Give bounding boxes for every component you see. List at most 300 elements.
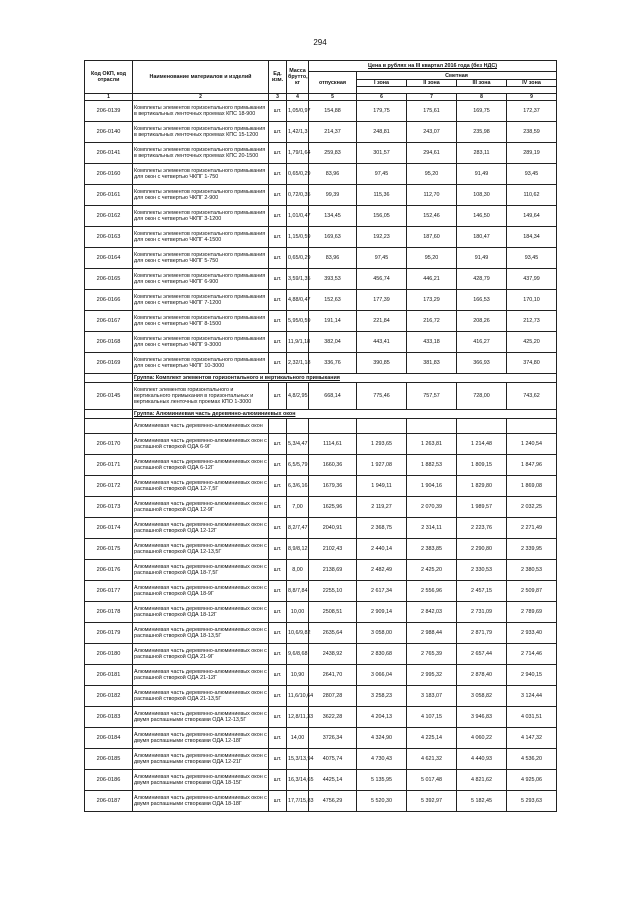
item-name: Алюминиевая часть деревянно-алюминиевых окон с распашной створкой ОДА 21-13,5Г — [133, 686, 269, 707]
group-title: Группа: Комплект элементов горизонтального и вертикального примыкания — [133, 374, 557, 383]
item-mass: 1,01/0,47 — [287, 206, 309, 227]
table-row — [85, 749, 557, 770]
table-row — [85, 143, 557, 164]
item-code: 206-0169 — [85, 353, 133, 374]
zone-1-price: 3 066,04 — [357, 665, 407, 686]
header-spacer — [357, 87, 557, 94]
item-unit: шт. — [269, 749, 287, 770]
zone-4-price: 374,80 — [507, 353, 557, 374]
item-unit: шт. — [269, 122, 287, 143]
zone-4-price: 289,19 — [507, 143, 557, 164]
zone-1-price: 2 617,34 — [357, 581, 407, 602]
zone-3-price: 166,53 — [457, 290, 507, 311]
release-price: 99,39 — [309, 185, 357, 206]
col-number: 8 — [457, 94, 507, 101]
group-code-cell — [85, 410, 133, 419]
table-header — [85, 61, 557, 101]
subgroup-title: Алюминиевая часть деревянно-алюминиевых окон — [133, 419, 269, 434]
group-title: Группа: Алюминиевая часть деревянно-алюминиевых окон — [133, 410, 557, 419]
zone-1-price: 1 293,65 — [357, 434, 407, 455]
table-row — [85, 434, 557, 455]
zone-2-price: 433,18 — [407, 332, 457, 353]
zone-3-price: 1 809,15 — [457, 455, 507, 476]
zone-3-price: 208,26 — [457, 311, 507, 332]
zone-1-price: 2 440,14 — [357, 539, 407, 560]
item-name: Комплекты элементов горизонтального примыкания для окон с четвертью ЧКПГ 3-1200 — [133, 206, 269, 227]
subgroup-code-cell — [85, 419, 133, 434]
zone-3-price: 1 989,57 — [457, 497, 507, 518]
zone-3-price: 416,27 — [457, 332, 507, 353]
header-name: Наименование материалов и изделий — [133, 61, 269, 94]
item-name: Алюминиевая часть деревянно-алюминиевых окон с распашной створкой ОДА 12-7,5Г — [133, 476, 269, 497]
item-code: 206-0173 — [85, 497, 133, 518]
table-row — [85, 353, 557, 374]
item-code: 206-0167 — [85, 311, 133, 332]
zone-1-price: 390,85 — [357, 353, 407, 374]
empty-cell — [287, 419, 309, 434]
item-code: 206-0139 — [85, 101, 133, 122]
zone-2-price: 187,60 — [407, 227, 457, 248]
zone-4-price: 2 509,87 — [507, 581, 557, 602]
item-mass: 0,65/0,29 — [287, 164, 309, 185]
zone-1-price: 115,36 — [357, 185, 407, 206]
item-name: Алюминиевая часть деревянно-алюминиевых окон с двумя распашными створками ОДА 18-18Г — [133, 791, 269, 812]
item-name: Алюминиевая часть деревянно-алюминиевых окон с распашной створкой ОДА 12-13,5Г — [133, 539, 269, 560]
zone-3-price: 2 878,40 — [457, 665, 507, 686]
item-code: 206-0168 — [85, 332, 133, 353]
item-unit: шт. — [269, 185, 287, 206]
table-row — [85, 476, 557, 497]
release-price: 4756,29 — [309, 791, 357, 812]
item-name: Алюминиевая часть деревянно-алюминиевых окон с двумя распашными створками ОДА 12-21Г — [133, 749, 269, 770]
item-name: Алюминиевая часть деревянно-алюминиевых окон с распашной створкой ОДА 12-9Г — [133, 497, 269, 518]
zone-2-price: 2 070,39 — [407, 497, 457, 518]
release-price: 2438,92 — [309, 644, 357, 665]
table-row — [85, 770, 557, 791]
zone-3-price: 146,50 — [457, 206, 507, 227]
item-unit: шт. — [269, 101, 287, 122]
header-price-title: Цена в рублях на III квартал 2016 года (без НДС) — [309, 61, 557, 72]
zone-2-price: 95,20 — [407, 164, 457, 185]
table-row — [85, 101, 557, 122]
item-code: 206-0165 — [85, 269, 133, 290]
zone-2-price: 2 556,96 — [407, 581, 457, 602]
zone-1-price: 179,75 — [357, 101, 407, 122]
zone-1-price: 1 927,08 — [357, 455, 407, 476]
item-name: Алюминиевая часть деревянно-алюминиевых окон с распашной створкой ОДА 6-9Г — [133, 434, 269, 455]
zone-1-price: 97,45 — [357, 248, 407, 269]
item-name: Алюминиевая часть деревянно-алюминиевых окон с распашной створкой ОДА 6-12Г — [133, 455, 269, 476]
zone-4-price: 172,37 — [507, 101, 557, 122]
item-code: 206-0182 — [85, 686, 133, 707]
item-mass: 17,7/15,83 — [287, 791, 309, 812]
item-code: 206-0183 — [85, 707, 133, 728]
zone-4-price: 1 847,96 — [507, 455, 557, 476]
zone-1-price: 3 058,00 — [357, 623, 407, 644]
zone-1-price: 443,41 — [357, 332, 407, 353]
item-name: Комплекты элементов горизонтального примыкания для окон с четвертью ЧКПГ 9-3000 — [133, 332, 269, 353]
item-unit: шт. — [269, 434, 287, 455]
item-name: Алюминиевая часть деревянно-алюминиевых окон с распашной створкой ОДА 18-13,5Г — [133, 623, 269, 644]
item-code: 206-0175 — [85, 539, 133, 560]
item-mass: 1,42/1,3 — [287, 122, 309, 143]
item-name: Алюминиевая часть деревянно-алюминиевых окон с распашной створкой ОДА 18-9Г — [133, 581, 269, 602]
item-unit: шт. — [269, 227, 287, 248]
zone-1-price: 97,45 — [357, 164, 407, 185]
zone-4-price: 2 339,95 — [507, 539, 557, 560]
item-unit: шт. — [269, 686, 287, 707]
zone-3-price: 169,75 — [457, 101, 507, 122]
zone-1-price: 4 204,13 — [357, 707, 407, 728]
item-unit: шт. — [269, 539, 287, 560]
item-mass: 5,3/4,47 — [287, 434, 309, 455]
item-code: 206-0162 — [85, 206, 133, 227]
item-unit: шт. — [269, 311, 287, 332]
zone-4-price: 212,73 — [507, 311, 557, 332]
item-unit: шт. — [269, 728, 287, 749]
zone-2-price: 2 842,03 — [407, 602, 457, 623]
zone-3-price: 2 457,15 — [457, 581, 507, 602]
empty-cell — [507, 419, 557, 434]
item-name: Комплекты элементов горизонтального примыкания в вертикальных ленточных проемах КПС 20-1500 — [133, 143, 269, 164]
table-row — [85, 623, 557, 644]
col-number: 1 — [85, 94, 133, 101]
zone-2-price: 2 765,39 — [407, 644, 457, 665]
zone-4-price: 170,10 — [507, 290, 557, 311]
header-mass: Масса брутто, кг — [287, 61, 309, 94]
zone-3-price: 2 731,09 — [457, 602, 507, 623]
zone-1-price: 4 730,43 — [357, 749, 407, 770]
item-code: 206-0174 — [85, 518, 133, 539]
header-release-price: отпускная — [309, 72, 357, 94]
zone-3-price: 2 657,44 — [457, 644, 507, 665]
item-code: 206-0177 — [85, 581, 133, 602]
empty-cell — [269, 419, 287, 434]
release-price: 259,83 — [309, 143, 357, 164]
zone-3-price: 108,30 — [457, 185, 507, 206]
zone-2-price: 112,70 — [407, 185, 457, 206]
zone-4-price: 2 271,49 — [507, 518, 557, 539]
zone-2-price: 1 904,16 — [407, 476, 457, 497]
header-zone-4: IV зона — [507, 80, 557, 87]
item-name: Алюминиевая часть деревянно-алюминиевых окон с двумя распашными створками ОДА 18-15Г — [133, 770, 269, 791]
release-price: 83,96 — [309, 164, 357, 185]
item-name: Алюминиевая часть деревянно-алюминиевых окон с двумя распашными створками ОДА 12-18Г — [133, 728, 269, 749]
subgroup-row — [85, 419, 557, 434]
zone-3-price: 2 290,80 — [457, 539, 507, 560]
table-row — [85, 269, 557, 290]
item-name: Комплекты элементов горизонтального примыкания для окон с четвертью ЧКПГ 4-1500 — [133, 227, 269, 248]
item-unit: шт. — [269, 143, 287, 164]
zone-4-price: 1 869,08 — [507, 476, 557, 497]
zone-3-price: 283,11 — [457, 143, 507, 164]
table-row — [85, 311, 557, 332]
zone-2-price: 4 621,32 — [407, 749, 457, 770]
item-code: 206-0176 — [85, 560, 133, 581]
release-price: 3726,34 — [309, 728, 357, 749]
zone-1-price: 156,05 — [357, 206, 407, 227]
zone-4-price: 1 240,54 — [507, 434, 557, 455]
release-price: 154,88 — [309, 101, 357, 122]
item-code: 206-0178 — [85, 602, 133, 623]
zone-1-price: 2 830,68 — [357, 644, 407, 665]
zone-1-price: 2 368,75 — [357, 518, 407, 539]
zone-3-price: 235,98 — [457, 122, 507, 143]
item-mass: 11,6/10,64 — [287, 686, 309, 707]
zone-4-price: 437,99 — [507, 269, 557, 290]
zone-3-price: 180,47 — [457, 227, 507, 248]
header-estimate: Сметная — [357, 72, 557, 80]
item-code: 206-0161 — [85, 185, 133, 206]
item-mass: 4,8/2,95 — [287, 383, 309, 410]
zone-2-price: 1 263,81 — [407, 434, 457, 455]
zone-2-price: 4 107,15 — [407, 707, 457, 728]
item-unit: шт. — [269, 665, 287, 686]
zone-4-price: 2 789,69 — [507, 602, 557, 623]
item-name: Алюминиевая часть деревянно-алюминиевых окон с распашной створкой ОДА 18-12Г — [133, 602, 269, 623]
item-name: Комплекты элементов горизонтального примыкания для окон с четвертью ЧКПГ 10-3000 — [133, 353, 269, 374]
zone-2-price: 446,21 — [407, 269, 457, 290]
zone-4-price: 4 147,32 — [507, 728, 557, 749]
item-mass: 10,00 — [287, 602, 309, 623]
table-row — [85, 185, 557, 206]
zone-2-price: 2 425,20 — [407, 560, 457, 581]
zone-3-price: 3 058,82 — [457, 686, 507, 707]
item-unit: шт. — [269, 164, 287, 185]
item-mass: 8,2/7,47 — [287, 518, 309, 539]
zone-2-price: 5 392,97 — [407, 791, 457, 812]
item-name: Комплекты элементов горизонтального примыкания для окон с четвертью ЧКПГ 2-900 — [133, 185, 269, 206]
item-mass: 15,3/13,94 — [287, 749, 309, 770]
table-row — [85, 227, 557, 248]
release-price: 668,14 — [309, 383, 357, 410]
item-mass: 8,9/8,12 — [287, 539, 309, 560]
release-price: 4075,74 — [309, 749, 357, 770]
item-unit: шт. — [269, 581, 287, 602]
item-code: 206-0171 — [85, 455, 133, 476]
release-price: 1660,36 — [309, 455, 357, 476]
zone-4-price: 238,59 — [507, 122, 557, 143]
release-price: 2255,10 — [309, 581, 357, 602]
zone-4-price: 5 293,63 — [507, 791, 557, 812]
release-price: 2641,70 — [309, 665, 357, 686]
release-price: 3622,28 — [309, 707, 357, 728]
table-row — [85, 686, 557, 707]
item-name: Комплекты элементов горизонтального примыкания для окон с четвертью ЧКПГ 7-1200 — [133, 290, 269, 311]
item-name: Комплекты элементов горизонтального примыкания в вертикальных ленточных проемах КПС 15-1200 — [133, 122, 269, 143]
item-mass: 4,88/0,47 — [287, 290, 309, 311]
zone-4-price: 149,64 — [507, 206, 557, 227]
item-unit: шт. — [269, 383, 287, 410]
zone-4-price: 743,62 — [507, 383, 557, 410]
zone-4-price: 4 536,20 — [507, 749, 557, 770]
zone-2-price: 381,83 — [407, 353, 457, 374]
item-name: Комплекты элементов горизонтального примыкания для окон с четвертью ЧКПГ 1-750 — [133, 164, 269, 185]
zone-4-price: 2 032,25 — [507, 497, 557, 518]
zone-4-price: 4 031,51 — [507, 707, 557, 728]
zone-4-price: 2 940,15 — [507, 665, 557, 686]
item-unit: шт. — [269, 353, 287, 374]
price-table-container — [84, 60, 556, 812]
release-price: 2040,91 — [309, 518, 357, 539]
release-price: 393,53 — [309, 269, 357, 290]
item-code: 206-0145 — [85, 383, 133, 410]
zone-1-price: 2 909,14 — [357, 602, 407, 623]
zone-1-price: 2 119,27 — [357, 497, 407, 518]
item-code: 206-0166 — [85, 290, 133, 311]
table-row — [85, 290, 557, 311]
empty-cell — [457, 419, 507, 434]
zone-4-price: 4 925,06 — [507, 770, 557, 791]
item-code: 206-0160 — [85, 164, 133, 185]
zone-4-price: 3 124,44 — [507, 686, 557, 707]
col-number: 6 — [357, 94, 407, 101]
zone-3-price: 2 330,53 — [457, 560, 507, 581]
zone-1-price: 775,46 — [357, 383, 407, 410]
zone-2-price: 1 882,53 — [407, 455, 457, 476]
release-price: 4425,14 — [309, 770, 357, 791]
zone-4-price: 93,45 — [507, 248, 557, 269]
zone-1-price: 1 949,11 — [357, 476, 407, 497]
item-unit: шт. — [269, 455, 287, 476]
item-unit: шт. — [269, 707, 287, 728]
item-code: 206-0184 — [85, 728, 133, 749]
item-unit: шт. — [269, 206, 287, 227]
item-name: Комплекты элементов горизонтального примыкания для окон с четвертью ЧКПГ 8-1500 — [133, 311, 269, 332]
header-zone-1: I зона — [357, 80, 407, 87]
item-mass: 9,6/8,68 — [287, 644, 309, 665]
table-row — [85, 164, 557, 185]
zone-1-price: 2 482,49 — [357, 560, 407, 581]
item-mass: 6,5/5,79 — [287, 455, 309, 476]
item-mass: 14,00 — [287, 728, 309, 749]
item-code: 206-0187 — [85, 791, 133, 812]
table-row — [85, 791, 557, 812]
header-unit: Ед. изм. — [269, 61, 287, 94]
table-row — [85, 581, 557, 602]
table-row — [85, 518, 557, 539]
price-table — [84, 60, 557, 812]
item-name: Комплект элементов горизонтального и вертикального примыкания в горизонтальных и вертикальных ленточных проемах КПО 1-3000 — [133, 383, 269, 410]
col-number: 4 — [287, 94, 309, 101]
zone-2-price: 2 988,44 — [407, 623, 457, 644]
item-unit: шт. — [269, 248, 287, 269]
zone-2-price: 95,20 — [407, 248, 457, 269]
item-code: 206-0140 — [85, 122, 133, 143]
item-name: Алюминиевая часть деревянно-алюминиевых окон с распашной створкой ОДА 21-9Г — [133, 644, 269, 665]
item-unit: шт. — [269, 518, 287, 539]
item-mass: 10,6/9,82 — [287, 623, 309, 644]
empty-cell — [309, 419, 357, 434]
item-unit: шт. — [269, 644, 287, 665]
table-row — [85, 707, 557, 728]
column-numbers-row — [85, 94, 557, 101]
release-price: 1679,36 — [309, 476, 357, 497]
item-mass: 0,72/0,35 — [287, 185, 309, 206]
item-name: Комплекты элементов горизонтального примыкания для окон с четвертью ЧКПГ 6-900 — [133, 269, 269, 290]
table-row — [85, 383, 557, 410]
release-price: 169,63 — [309, 227, 357, 248]
item-mass: 12,8/11,33 — [287, 707, 309, 728]
release-price: 2138,69 — [309, 560, 357, 581]
zone-2-price: 216,72 — [407, 311, 457, 332]
table-body — [85, 101, 557, 812]
item-code: 206-0181 — [85, 665, 133, 686]
item-code: 206-0164 — [85, 248, 133, 269]
zone-2-price: 152,46 — [407, 206, 457, 227]
release-price: 1625,96 — [309, 497, 357, 518]
item-code: 206-0179 — [85, 623, 133, 644]
table-row — [85, 560, 557, 581]
item-unit: шт. — [269, 269, 287, 290]
zone-2-price: 175,61 — [407, 101, 457, 122]
col-number: 5 — [309, 94, 357, 101]
release-price: 2635,64 — [309, 623, 357, 644]
item-unit: шт. — [269, 497, 287, 518]
zone-3-price: 428,79 — [457, 269, 507, 290]
empty-cell — [357, 419, 407, 434]
group-code-cell — [85, 374, 133, 383]
table-row — [85, 497, 557, 518]
item-unit: шт. — [269, 602, 287, 623]
zone-1-price: 456,74 — [357, 269, 407, 290]
table-row — [85, 728, 557, 749]
release-price: 214,37 — [309, 122, 357, 143]
item-unit: шт. — [269, 290, 287, 311]
item-mass: 3,59/1,35 — [287, 269, 309, 290]
item-mass: 11,9/1,18 — [287, 332, 309, 353]
zone-4-price: 2 933,40 — [507, 623, 557, 644]
release-price: 2102,43 — [309, 539, 357, 560]
item-code: 206-0141 — [85, 143, 133, 164]
release-price: 2807,28 — [309, 686, 357, 707]
zone-1-price: 5 520,30 — [357, 791, 407, 812]
zone-3-price: 728,00 — [457, 383, 507, 410]
item-mass: 5,95/0,59 — [287, 311, 309, 332]
zone-4-price: 110,62 — [507, 185, 557, 206]
release-price: 382,04 — [309, 332, 357, 353]
item-name: Алюминиевая часть деревянно-алюминиевых окон с распашной створкой ОДА 18-7,5Г — [133, 560, 269, 581]
zone-3-price: 1 214,48 — [457, 434, 507, 455]
release-price: 152,63 — [309, 290, 357, 311]
release-price: 336,76 — [309, 353, 357, 374]
item-code: 206-0172 — [85, 476, 133, 497]
release-price: 2508,51 — [309, 602, 357, 623]
zone-1-price: 177,39 — [357, 290, 407, 311]
table-row — [85, 665, 557, 686]
zone-1-price: 221,84 — [357, 311, 407, 332]
header-zone-2: II зона — [407, 80, 457, 87]
item-unit: шт. — [269, 560, 287, 581]
zone-1-price: 3 258,23 — [357, 686, 407, 707]
table-row — [85, 539, 557, 560]
item-mass: 10,90 — [287, 665, 309, 686]
item-mass: 8,00 — [287, 560, 309, 581]
zone-1-price: 5 135,95 — [357, 770, 407, 791]
item-unit: шт. — [269, 332, 287, 353]
zone-2-price: 2 314,11 — [407, 518, 457, 539]
col-number: 9 — [507, 94, 557, 101]
table-row — [85, 644, 557, 665]
item-name: Алюминиевая часть деревянно-алюминиевых окон с распашной створкой ОДА 21-12Г — [133, 665, 269, 686]
zone-3-price: 1 829,80 — [457, 476, 507, 497]
item-code: 206-0170 — [85, 434, 133, 455]
release-price: 134,45 — [309, 206, 357, 227]
table-row — [85, 602, 557, 623]
zone-4-price: 184,34 — [507, 227, 557, 248]
zone-4-price: 425,20 — [507, 332, 557, 353]
zone-3-price: 5 182,45 — [457, 791, 507, 812]
